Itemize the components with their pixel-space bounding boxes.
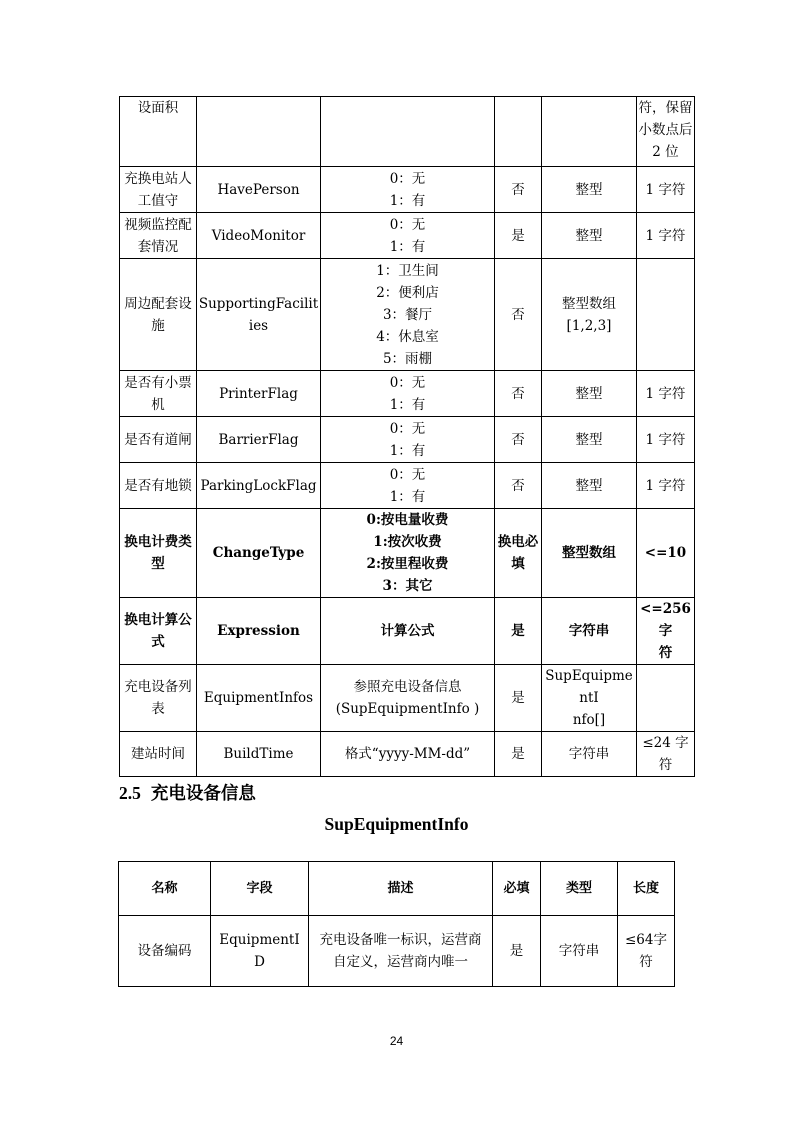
cell-line: 套情况 [137, 238, 179, 255]
cell-line: 1：有 [389, 488, 426, 505]
cell-length [637, 732, 695, 777]
cell-type [542, 665, 637, 732]
cell-type [542, 167, 637, 213]
cell-line: 0:按电量收费 [366, 512, 449, 528]
cell-field [197, 598, 321, 665]
section-heading [119, 780, 256, 805]
cell-field [211, 916, 309, 987]
cell-length [637, 417, 695, 463]
header-length: 长度 [618, 862, 675, 916]
cell-line: 3：餐厅 [382, 306, 433, 323]
cell-line: 符 [658, 645, 673, 661]
cell-line: 工值守 [137, 192, 179, 209]
cell-line: 1：有 [389, 442, 426, 459]
section-title: 充电设备信息 [150, 784, 256, 804]
cell-field [197, 417, 321, 463]
cell-type [542, 463, 637, 509]
cell-line: 表 [151, 701, 165, 717]
cell-line: 否 [511, 385, 525, 402]
cell-line: 否 [511, 181, 525, 198]
cell-name [120, 463, 197, 509]
cell-line: 小数点后 [638, 122, 693, 138]
cell-name [119, 916, 211, 987]
cell-field [197, 259, 321, 371]
cell-required [493, 916, 541, 987]
cell-line: 1：有 [389, 396, 426, 413]
cell-line: 1：有 [389, 192, 426, 209]
cell-line: 充换电站人 [124, 170, 192, 187]
section-number: 2.5 [119, 783, 141, 803]
table-row [119, 916, 675, 987]
cell-line: 1:按次收费 [373, 534, 442, 550]
cell-name [120, 417, 197, 463]
cell-required [495, 213, 542, 259]
cell-name [120, 97, 197, 167]
cell-name [120, 598, 197, 665]
cell-line: 视频监控配 [124, 216, 192, 233]
cell-desc [321, 213, 495, 259]
cell-line: 是 [511, 227, 525, 244]
cell-line: 整型 [575, 227, 603, 244]
cell-line: 0：无 [389, 420, 426, 437]
cell-field [197, 463, 321, 509]
cell-name [120, 371, 197, 417]
cell-required [495, 463, 542, 509]
cell-line: (SupEquipmentInfo ) [335, 701, 480, 717]
cell-length [618, 916, 675, 987]
cell-line: VideoMonitor [211, 227, 306, 244]
cell-length [637, 509, 695, 598]
cell-type [542, 259, 637, 371]
cell-line: 字符串 [568, 623, 610, 639]
cell-line: ≤24 字符 [642, 735, 689, 773]
cell-line: [1,2,3] [566, 317, 612, 334]
cell-desc [321, 463, 495, 509]
cell-desc [321, 509, 495, 598]
table-row [120, 417, 695, 463]
cell-line: SupEquipmentI [545, 668, 633, 706]
cell-line: 1：有 [389, 238, 426, 255]
cell-field [197, 732, 321, 777]
table-row [120, 732, 695, 777]
cell-line: 字符串 [558, 943, 600, 959]
cell-length [637, 665, 695, 732]
cell-line: 0：无 [389, 374, 426, 391]
cell-line: EquipmentI [219, 932, 300, 948]
cell-line: 1 字符 [645, 431, 686, 448]
cell-type [542, 598, 637, 665]
cell-line: 5：雨棚 [382, 350, 433, 367]
cell-line: 1 字符 [645, 385, 686, 402]
cell-line: 换电必 [497, 534, 539, 550]
cell-line: 0：无 [389, 466, 426, 483]
cell-length [637, 371, 695, 417]
cell-line: BuildTime [223, 746, 294, 762]
cell-line: ParkingLockFlag [200, 477, 317, 494]
cell-line: 参照充电设备信息 [353, 679, 462, 695]
header-field: 字段 [211, 862, 309, 916]
cell-desc [321, 665, 495, 732]
cell-line: 1 字符 [645, 477, 686, 494]
cell-desc [321, 417, 495, 463]
cell-desc [321, 167, 495, 213]
header-type: 类型 [541, 862, 618, 916]
page-number: 24 [389, 1034, 404, 1048]
cell-line: <=256 字 [640, 601, 691, 639]
cell-line: BarrierFlag [218, 431, 299, 448]
cell-desc [321, 259, 495, 371]
cell-line: 是 [511, 746, 525, 762]
cell-line: 充电设备列 [124, 679, 192, 695]
cell-type [542, 213, 637, 259]
cell-line: 是 [511, 623, 525, 639]
cell-desc [321, 598, 495, 665]
cell-line: 0：无 [389, 170, 426, 187]
cell-line: 换电计算公 [124, 612, 192, 628]
equipment-info-table [118, 861, 675, 987]
cell-length [637, 167, 695, 213]
cell-line: D [254, 954, 265, 970]
cell-line: 整型 [575, 431, 603, 448]
cell-line: 0：无 [389, 216, 426, 233]
cell-line: <=10 [644, 545, 687, 561]
cell-line: 否 [511, 431, 525, 448]
cell-line: 是否有小票 [124, 374, 192, 391]
cell-required [495, 259, 542, 371]
cell-required [495, 509, 542, 598]
cell-line: 自定义，运营商内唯一 [333, 954, 468, 970]
cell-line: ≤64字符 [625, 932, 667, 970]
cell-line: 设面积 [137, 100, 179, 116]
cell-line: 机 [151, 396, 165, 413]
cell-required [495, 97, 542, 167]
cell-line: 整型数组 [562, 295, 616, 312]
cell-line: 否 [511, 306, 525, 323]
cell-required [495, 371, 542, 417]
cell-desc [309, 916, 493, 987]
cell-length [637, 259, 695, 371]
cell-line: 式 [151, 634, 165, 650]
cell-line: ChangeType [212, 545, 305, 561]
cell-line: nfo[] [572, 712, 606, 728]
cell-required [495, 167, 542, 213]
cell-field [197, 97, 321, 167]
table-row [120, 213, 695, 259]
table-row [120, 598, 695, 665]
cell-line: 周边配套设 [124, 295, 192, 312]
cell-name [120, 509, 197, 598]
cell-field [197, 509, 321, 598]
cell-length [637, 463, 695, 509]
cell-line: 整型数组 [562, 545, 616, 561]
cell-name [120, 732, 197, 777]
cell-name [120, 665, 197, 732]
cell-length [637, 598, 695, 665]
cell-line: 否 [511, 477, 525, 494]
cell-desc [321, 371, 495, 417]
cell-line: EquipmentInfos [203, 690, 314, 706]
cell-line: 2 位 [652, 144, 679, 160]
cell-name [120, 213, 197, 259]
cell-field [197, 213, 321, 259]
cell-line: 符，保留 [638, 100, 693, 116]
cell-line: 换电计费类 [124, 534, 192, 550]
cell-line: 计算公式 [380, 623, 435, 639]
cell-line: 2：便利店 [376, 284, 439, 301]
cell-field [197, 371, 321, 417]
cell-line: 1：卫生间 [376, 262, 439, 279]
cell-line: 1 字符 [645, 227, 686, 244]
cell-line: 4：休息室 [376, 328, 439, 345]
cell-length [637, 97, 695, 167]
cell-type [542, 371, 637, 417]
cell-line: 1 字符 [645, 181, 686, 198]
cell-required [495, 417, 542, 463]
cell-line: 3：其它 [382, 578, 433, 594]
cell-field [197, 167, 321, 213]
header-required: 必填 [493, 862, 541, 916]
cell-required [495, 732, 542, 777]
table-row [120, 97, 695, 167]
cell-line: 整型 [575, 385, 603, 402]
cell-line: SupportingFacilities [198, 295, 319, 334]
cell-length [637, 213, 695, 259]
cell-line: 整型 [575, 477, 603, 494]
cell-line: 是否有地锁 [124, 477, 192, 494]
cell-line: Expression [217, 623, 300, 639]
cell-line: 充电设备唯一标识，运营商 [319, 932, 482, 948]
table-row [120, 509, 695, 598]
table-row [120, 259, 695, 371]
cell-line: 建站时间 [131, 746, 185, 762]
cell-name [120, 167, 197, 213]
cell-name [120, 259, 197, 371]
table-row [120, 665, 695, 732]
cell-line: HavePerson [217, 181, 300, 198]
cell-line: 施 [151, 317, 165, 334]
cell-line: 格式“yyyy-MM-dd” [344, 746, 471, 762]
header-desc: 描述 [309, 862, 493, 916]
cell-line: 是 [509, 943, 524, 959]
cell-line: 是否有道闸 [124, 431, 192, 448]
station-info-table [119, 96, 695, 777]
cell-line: 整型 [575, 181, 603, 198]
table-row [120, 463, 695, 509]
cell-line: 是 [511, 690, 525, 706]
cell-required [495, 665, 542, 732]
cell-line: 型 [151, 556, 165, 572]
cell-desc [321, 97, 495, 167]
cell-line: 字符串 [568, 746, 610, 762]
cell-type [542, 417, 637, 463]
table-row [120, 167, 695, 213]
cell-type [542, 97, 637, 167]
cell-line: PrinterFlag [219, 385, 298, 402]
cell-line: 填 [511, 556, 525, 572]
table-row [120, 371, 695, 417]
cell-line: 2:按里程收费 [366, 556, 449, 572]
cell-field [197, 665, 321, 732]
table-header-row [119, 862, 675, 916]
cell-desc [321, 732, 495, 777]
struct-title: SupEquipmentInfo [324, 814, 469, 834]
cell-type [541, 916, 618, 987]
cell-required [495, 598, 542, 665]
cell-type [542, 732, 637, 777]
cell-line: 设备编码 [137, 943, 192, 959]
header-name: 名称 [119, 862, 211, 916]
cell-type [542, 509, 637, 598]
